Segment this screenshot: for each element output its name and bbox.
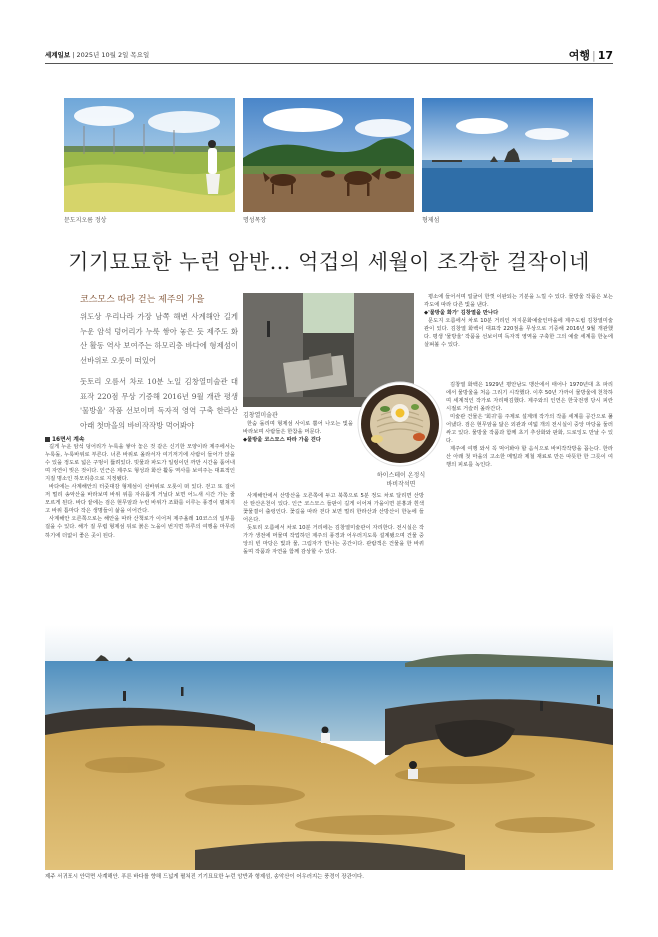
paragraph: 김창열 화백은 1929년 평안남도 맹산에서 태어나 1970년대 초 파리에서 물방울을 처음 그리기 시작했다. 이후 50년 가까이 물방울에 천착하며 세계적인 작가로 자리매김했다. 제주와의 인연은 한국전쟁 당시 피란 시절로 거슬러 올라간다. [446, 382, 613, 413]
kicker: 코스모스 따라 걷는 제주의 가을 [80, 295, 205, 305]
article-column-2-lower [243, 492, 424, 632]
paragraph: 사계해안에서 산방산을 오른쪽에 두고 북쪽으로 5분 정도 차로 달리면 산방산 탄산온천이 있다. 인근 코스모스 들판이 길게 이어져 가을이면 분홍과 흰색 꽃물결이 출렁인다. 꽃길을 따라 걷다 보면 멀리 한라산과 산방산이 한눈에 들어온다. [243, 493, 424, 524]
photo-caption-2: 명성목장 [243, 217, 267, 224]
section-label: 여행 | 17 [568, 49, 613, 62]
paper-name: 세계일보 [45, 51, 71, 59]
article-column-3-lower [446, 381, 613, 631]
article-column-2 [243, 420, 353, 490]
masthead: 세계일보 | 2025년 10월 2일 목요일 [45, 51, 150, 59]
intro-paragraph: 위도상 우리나라 가장 남쪽 해변 사계해안 길게 누운 암석 덩어리가 누룩 쌓아 놓은 듯 제주도 화산 활동 역사 보여주는 하모리층 바다에 형제섬이 선바위로 오롯이 떠있어 [80, 312, 238, 366]
photo-caption-3: 형제섬 [422, 217, 440, 224]
intro-summary [80, 310, 238, 440]
paragraph: 돗토리 오름에서 차로 10분 거리에는 김창열미술관이 자리한다. 전시실은 작가가 생전에 머물며 작업하던 제주의 풍경과 어우러지도록 설계됐으며 건물 중앙의 빈 마당은 빛과 물, 그림자가 만나는 공간이다. 관람객은 건물을 한 바퀴 돌며 작품과 자연을 함께 감상할 수 있다. [243, 525, 424, 556]
photo-meal [357, 381, 443, 467]
paragraph: 미술관 건물은 '회귀'를 주제로 설계돼 작가의 작품 세계를 공간으로 풀어냈다. 검은 현무암을 닮은 외관과 여덟 개의 전시실이 중앙 마당을 둘러싸고 있다. 물방울 작품과 함께 초기 추상화와 판화, 드로잉도 만날 수 있다. [446, 414, 613, 445]
intro-paragraph: 돗토리 오름서 차로 10분 노일 김창열미술관 대표작 220점 무상 기증해 2016년 9월 개관 평생 '물방울' 작품 선보이며 독자적 영역 구축 한라산아래 첫마을의 바비작작방 먹어봐야 [80, 376, 238, 430]
photo-mundoji-oreum [64, 98, 235, 212]
paragraph: 사계해안 오른쪽으로는 해안을 따라 산책로가 이어져 제주올레 10코스의 일부를 걸을 수 있다. 해가 질 무렵 형제섬 뒤로 붉은 노을이 번지면 하루의 여행을 마무리하기에 더없이 좋은 곳이 된다. [45, 516, 235, 539]
paragraph: 평소에 들어서며 얼굴이 한껏 이완되는 기분을 느낄 수 있다. 물방울 작품은 보는 각도에 따라 다른 빛을 낸다. [424, 294, 613, 309]
paragraph: 문도지 오름에서 차로 10분 거리인 저지문화예술인마을에 제주도립 김창열미술관이 있다. 김창열 화백이 대표작 220점을 무상으로 기증해 2016년 9월 개관했다. 평생 '물방울' 작품을 선보이며 독자적 영역을 구축한 그의 예술 세계를 한눈에 살펴볼 수 있다. [424, 318, 613, 349]
continued-label: 16면서 계속 [45, 434, 84, 443]
photo-caption-big: 제주 서귀포시 안덕면 사계해안. 푸른 바다를 향해 드넓게 펼쳐진 기기묘묘한 누런 암반과 형제섬, 송악산이 어우러지는 풍경이 장관이다. [45, 874, 364, 880]
page-number: 17 [597, 49, 613, 62]
photo-hyeongjeseom [422, 98, 593, 212]
photo-caption-1: 문도지오름 정상 [64, 217, 107, 224]
photo-sagye-coast [45, 625, 613, 870]
photo-caption-5: 하이스테이 온정식 바비작석면 [376, 472, 426, 488]
paragraph: 제주에 여행 와서 꼭 먹어봐야 할 음식으로 바비작작방을 꼽는다. 한라산 아래 첫 마을의 고소한 메밀과 제철 재료로 만든 따뜻한 한 그릇이 여행의 피로를 녹인다. [446, 446, 613, 469]
photo-caption-4: 김창열미술관 [243, 412, 278, 419]
issue-date: 2025년 10월 2일 목요일 [76, 51, 150, 59]
subheading: ◆물방울 코스모스 따라 가을 걷다 [243, 437, 321, 444]
subheading: ◆'물방울 화가' 김창열을 만나다 [424, 310, 499, 317]
paragraph: 한숨 돌리며 형제섬 사이로 뿜어 나오는 빛을 바라보며 사람들은 한참을 머문다. [243, 421, 353, 436]
paragraph: 바다에는 사계해안의 터줏대감 형제섬이 선바위로 오롯이 떠 있다. 걷고 또 걸어 저 멀리 송악산을 바라보며 바위 위를 자유롭게 거닐다 보면 어느새 시간 가는 줄 모르게 된다. 바다 끝에는 검은 현무암과 누런 바위가 조화를 이루는 풍경이 펼쳐지고 바위 틈마다 작은 생명들이 삶을 이어간다. [45, 484, 235, 515]
photo-myeongseong-ranch [243, 98, 414, 212]
header-rule [45, 63, 613, 64]
article-column-1 [45, 443, 235, 633]
headline: 기기묘묘한 누런 암반… 억겁의 세월이 조각한 걸작이네 [68, 250, 590, 274]
paragraph: 길게 누운 암석 덩어리가 누룩을 쌓아 놓은 것 같은 신기한 모양이라 제주에서는 누룩돌, 누룩바위로 부른다. 너른 바위로 올라서자 여기저기에 사람이 들어가 앉을 수 있을 정도로 넓은 구멍이 뚫려있다. 빗물과 파도가 일렁이던 까만 시간을 품어내며 자연이 빚은 것이다. 인근은 제주도 형성과 화산 활동 역사를 보여주는 대표적인 지질 명소인 하모리층으로 지정됐다. [45, 444, 235, 483]
article-column-3-upper [424, 293, 613, 381]
section-name: 여행 [568, 49, 590, 62]
